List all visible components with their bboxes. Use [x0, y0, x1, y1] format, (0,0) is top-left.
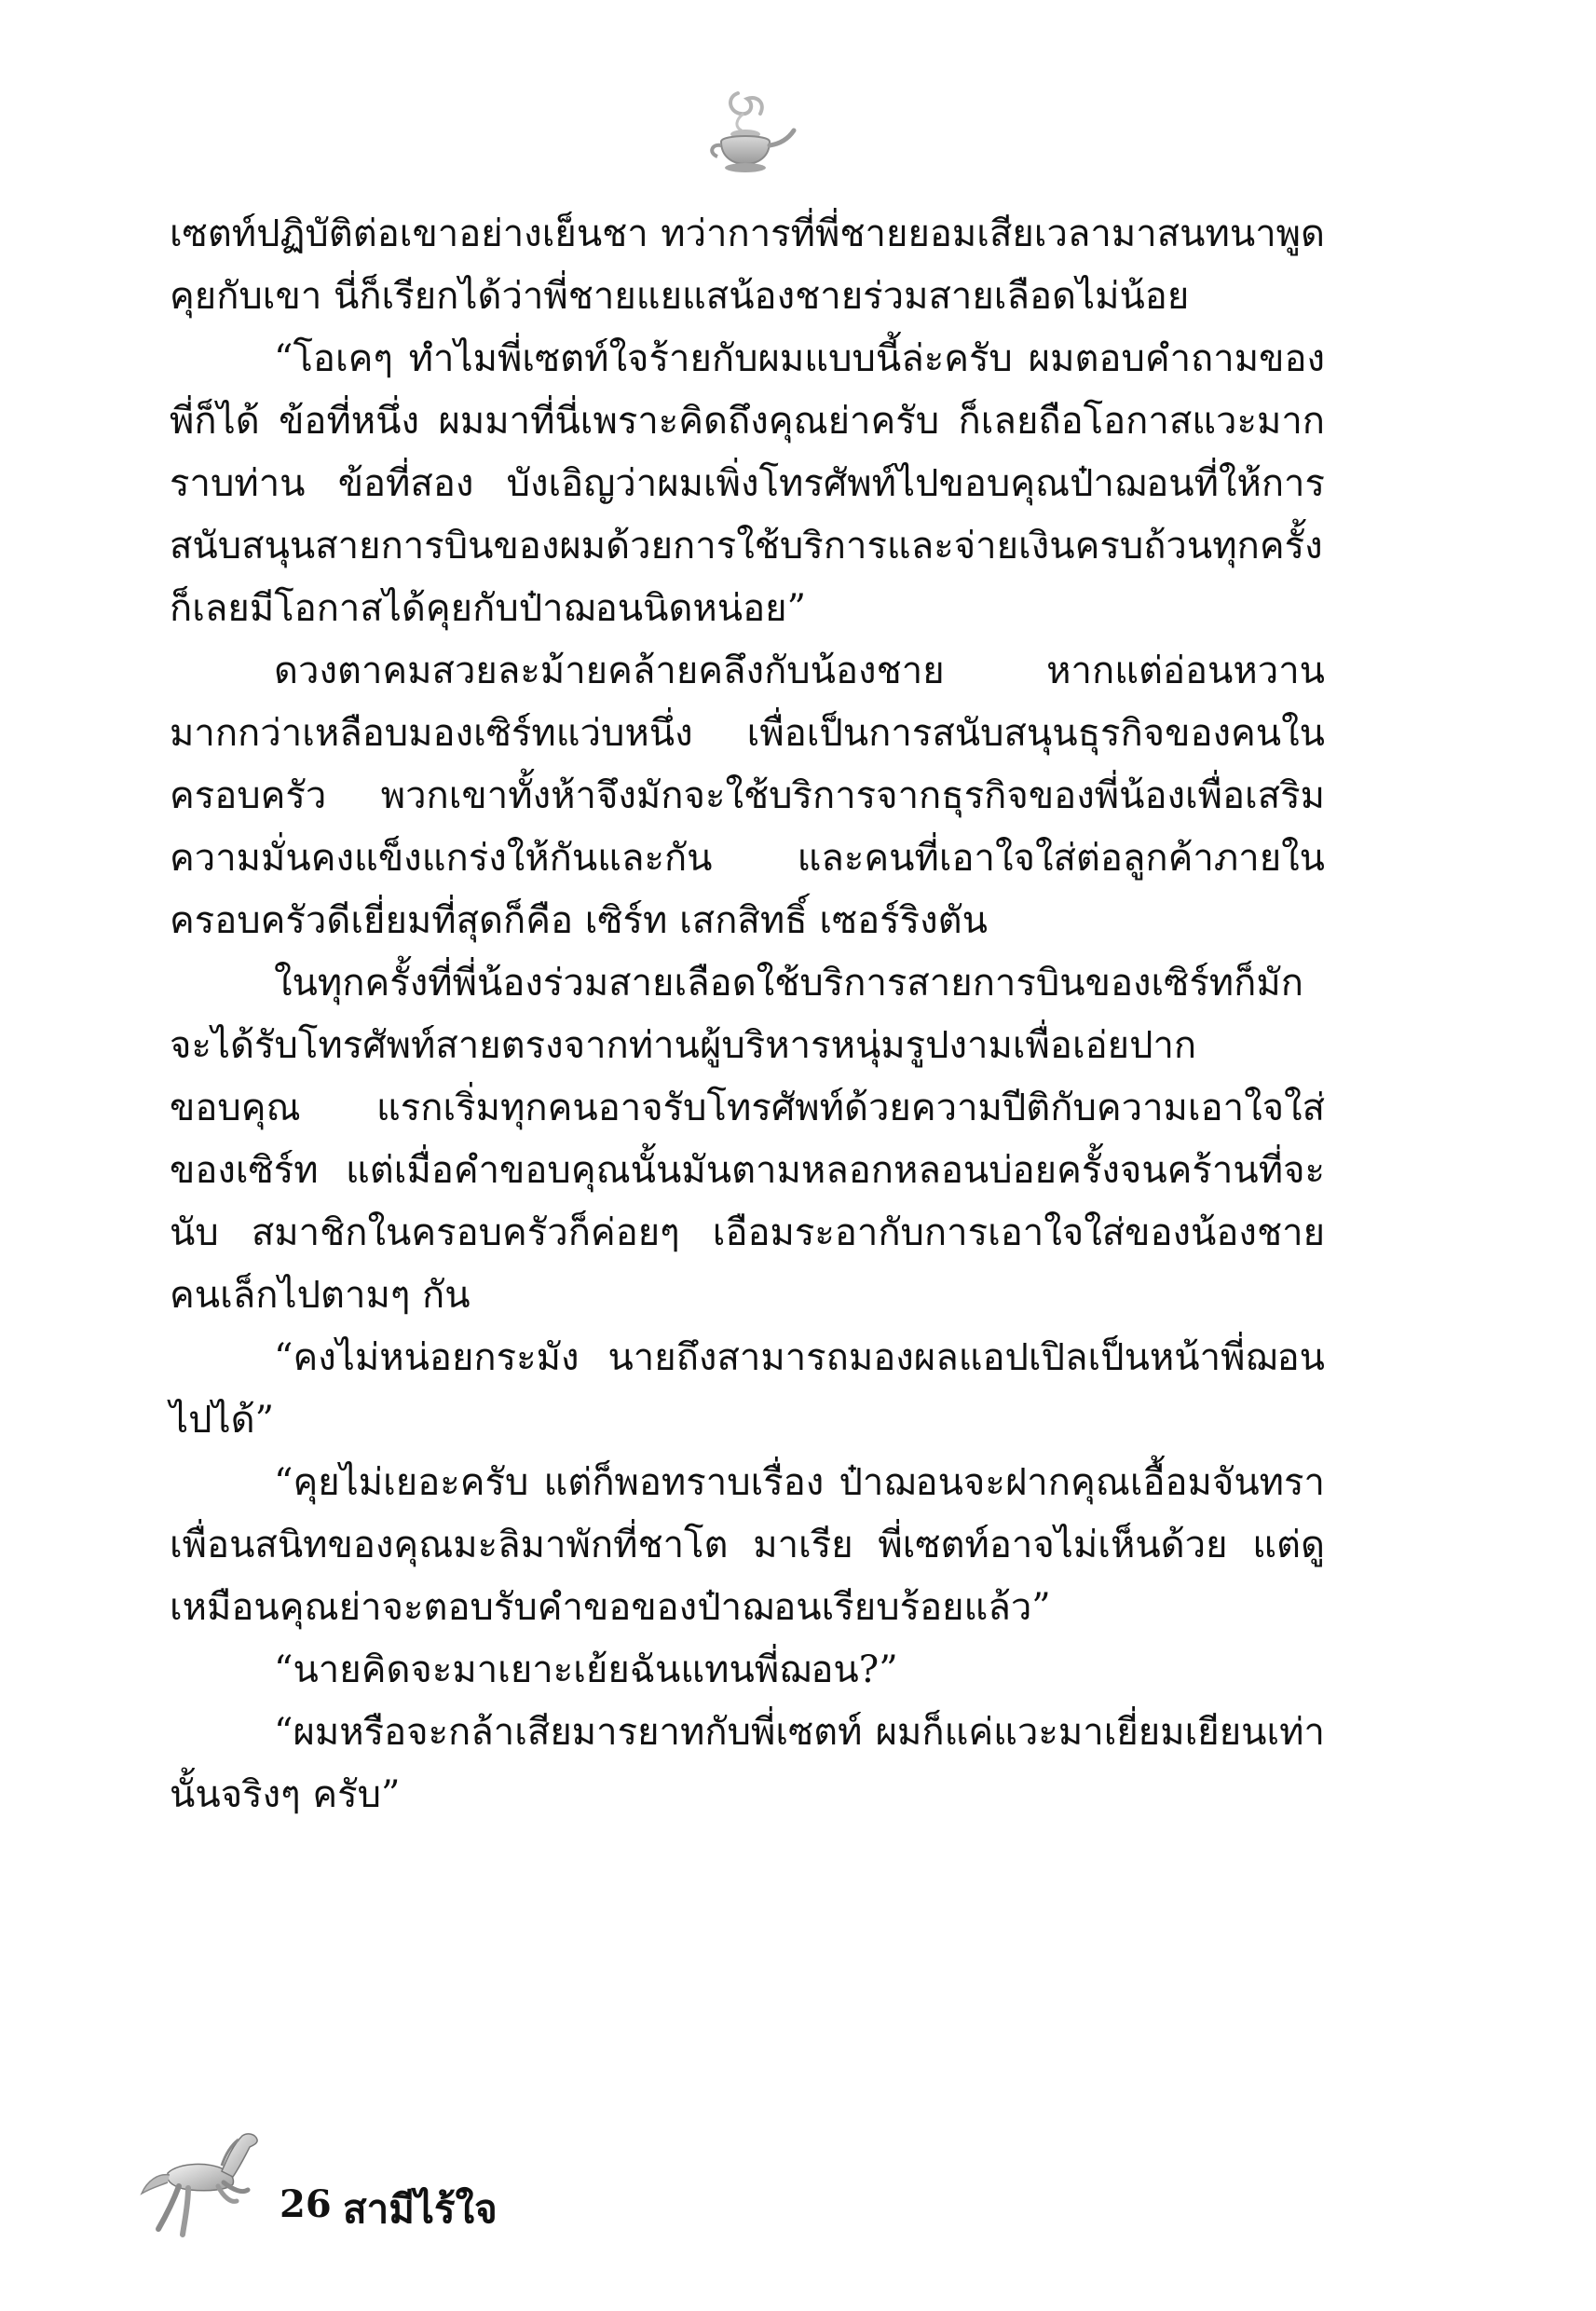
- paragraph-8: “ผมหรือจะกล้าเสียมารยาทกับพี่เซตท์ ผมก็แค่แวะมาเยี่ยมเยียนเท่านั้นจริงๆ ครับ”: [170, 1711, 1325, 1816]
- page-number: 26: [280, 2182, 332, 2226]
- paragraph-5: “คงไม่หน่อยกระมัง นายถึงสามารถมองผลแอปเปิลเป็นหน้าพี่ฌอนไปได้”: [170, 1336, 1325, 1442]
- page-footer: [130, 2125, 689, 2246]
- teapot-genie-icon: [689, 86, 801, 179]
- paragraph-1: เซตท์ปฏิบัติต่อเขาอย่างเย็นชา ทว่าการที่พี่ชายยอมเสียเวลามาสนทนาพูดคุยกับเขา นี่ก็เรียกได้ว่าพี่ชายแยแสน้องชายร่วมสายเลือดไม่น้อย: [170, 212, 1325, 318]
- paragraph-6: “คุยไม่เยอะครับ แต่ก็พอทราบเรื่อง ป๋าฌอนจะฝากคุณเอื้อมจันทราเพื่อนสนิทของคุณมะลิมาพักที่ชาโต มาเรีย พี่เซตท์อาจไม่เห็นด้วย แต่ดูเหมือนคุณย่าจะตอบรับคำขอของป๋าฌอนเรียบร้อยแล้ว”: [170, 1461, 1325, 1629]
- paragraph-7: “นายคิดจะมาเยาะเย้ยฉันแทนพี่ฌอน?”: [274, 1648, 898, 1691]
- paragraph-2: “โอเคๆ ทำไมพี่เซตท์ใจร้ายกับผมแบบนี้ล่ะครับ ผมตอบคำถามของพี่ก็ได้ ข้อที่หนึ่ง ผมมาที่นี่เพราะคิดถึงคุณย่าครับ ก็เลยถือโอกาสแวะมากราบท่าน ข้อที่สอง บังเอิญว่าผมเพิ่งโทรศัพท์ไปขอบคุณป๋าฌอนที่ให้การสนับสนุนสายการบินของผมด้วยการใช้บริการและจ่ายเงินครบถ้วนทุกครั้ง ก็เลยมีโอกาสได้คุยกับป๋าฌอนนิดหน่อย”: [170, 337, 1325, 630]
- horse-icon: [130, 2125, 270, 2246]
- page-body-text: [170, 203, 1325, 1826]
- paragraph-4: ในทุกครั้งที่พี่น้องร่วมสายเลือดใช้บริการสายการบินของเซิร์ทก็มักจะได้รับโทรศัพท์สายตรงจากท่านผู้บริหารหนุ่มรูปงามเพื่อเอ่ยปากขอบคุณ แรกเริ่มทุกคนอาจรับโทรศัพท์ด้วยความปีติกับความเอาใจใส่ของเซิร์ท แต่เมื่อคำขอบคุณนั้นมันตามหลอกหลอนบ่อยครั้งจนคร้านที่จะนับ สมาชิกในครอบครัวก็ค่อยๆ เอือมระอากับการเอาใจใส่ของน้องชายคนเล็กไปตามๆ กัน: [170, 962, 1325, 1317]
- paragraph-3: ดวงตาคมสวยละม้ายคล้ายคลึงกับน้องชาย หากแต่อ่อนหวานมากกว่าเหลือบมองเซิร์ทแว่บหนึ่ง เพื่อเป็นการสนับสนุนธุรกิจของคนในครอบครัว พวกเขาทั้งห้าจึงมักจะใช้บริการจากธุรกิจของพี่น้องเพื่อเสริมความมั่นคงแข็งแกร่งให้กันและกัน และคนที่เอาใจใส่ต่อลูกค้าภายในครอบครัวดีเยี่ยมที่สุดก็คือ เซิร์ท เสกสิทธิ์ เซอร์ริงตัน: [170, 650, 1325, 942]
- book-title: สามีไร้ใจ: [343, 2186, 498, 2232]
